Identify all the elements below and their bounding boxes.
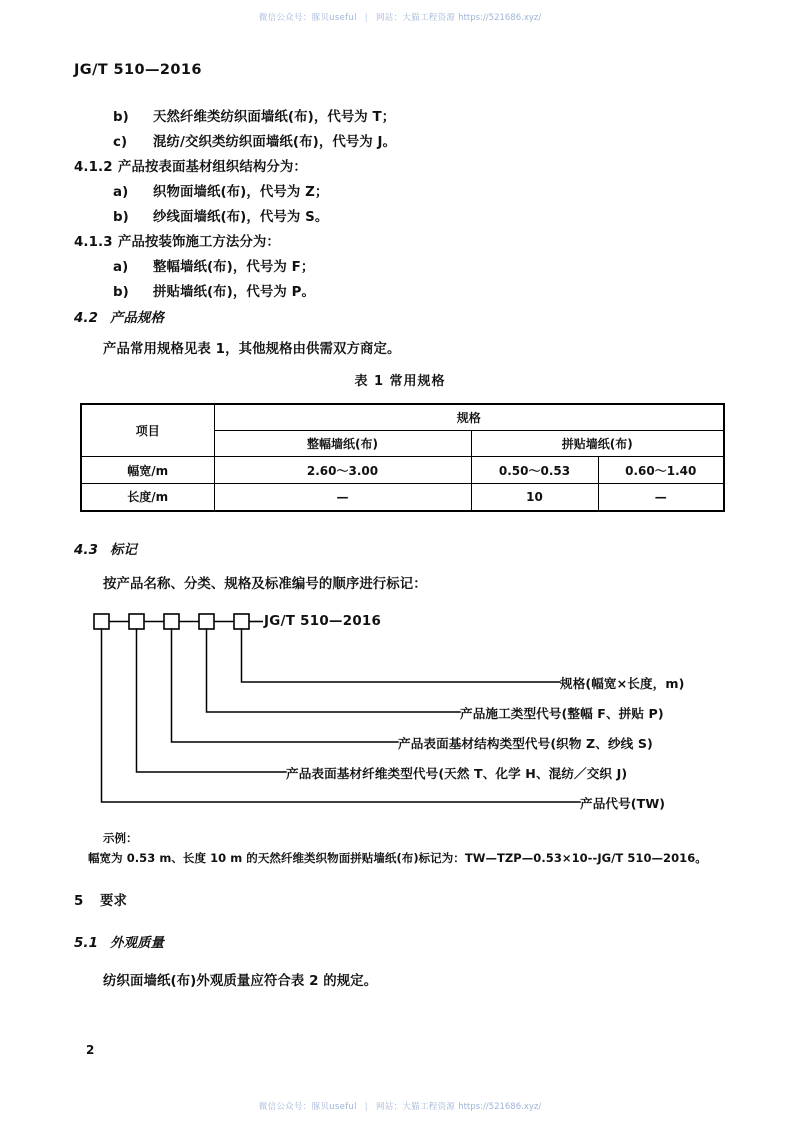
list-item	[113, 256, 314, 275]
example-body: 幅宽为 0.53 m、长度 10 m 的天然纤维类织物面拼贴墙纸(布)标记为：TW—TZP—0.53×10--JG/T 510—2016。	[88, 851, 707, 865]
watermark-top	[0, 11, 800, 23]
table-cell-tile-b: 0.60～1.40	[598, 457, 724, 484]
page-number: 2	[86, 1043, 95, 1057]
marking-label-substrate-fibre-type-code: 产品表面基材纤维类型代号(天然 T、化学 H、混纺／交织 J)	[286, 766, 628, 781]
clause-title: 标记	[110, 543, 137, 558]
clause-4-2-body: 产品常用规格见表 1，其他规格由供需双方商定。	[103, 342, 401, 357]
watermark-site-label: 网站：大猫工程资源	[375, 13, 456, 23]
clause-4-3-body: 按产品名称、分类、规格及标准编号的顺序进行标记：	[103, 577, 427, 592]
table-header-sub-full: 整幅墙纸(布)	[214, 431, 471, 457]
list-text: 纱线面墙纸(布)，代号为 S。	[153, 210, 329, 225]
example-heading: 示例：	[103, 831, 138, 845]
marking-label-specification: 规格(幅宽×长度，m)	[560, 676, 685, 691]
list-text: 织物面墙纸(布)，代号为 Z；	[153, 185, 329, 200]
watermark-bottom	[0, 1100, 800, 1112]
list-text: 混纺/交织类纺织面墙纸(布)，代号为 J。	[153, 135, 397, 150]
watermark-url: https://521686.xyz/	[458, 13, 542, 23]
list-item	[113, 106, 395, 125]
clause-number: 4.1.2	[74, 160, 113, 175]
clause-number: 5	[74, 894, 84, 909]
list-item	[113, 281, 315, 300]
list-marker: b)	[113, 210, 129, 225]
marking-designation-diagram	[0, 600, 800, 825]
clause-title: 产品按装饰施工方法分为：	[118, 235, 280, 250]
table-1-caption: 表 1 常用规格	[354, 374, 446, 389]
table-cell-full: —	[214, 484, 471, 511]
list-text: 拼贴墙纸(布)，代号为 P。	[153, 285, 316, 300]
marking-label-substrate-structure-type-code: 产品表面基材结构类型代号(织物 Z、纱线 S)	[398, 736, 653, 751]
list-marker: b)	[113, 110, 129, 125]
table-row	[81, 457, 724, 484]
table-cell-full: 2.60～3.00	[214, 457, 471, 484]
clause-number: 4.2	[74, 311, 99, 326]
table-cell-tile-a: 10	[471, 484, 598, 511]
marking-diagram-svg	[0, 600, 800, 825]
clause-4-1-2-heading	[74, 156, 307, 175]
table-row	[81, 484, 724, 511]
table-cell-item: 幅宽/m	[81, 457, 214, 484]
table-cell-item: 长度/m	[81, 484, 214, 511]
marking-standard-number: JG/T 510—2016	[264, 614, 382, 629]
list-marker: b)	[113, 285, 129, 300]
clause-4-2-heading	[74, 307, 164, 326]
marking-label-product-code: 产品代号(TW)	[580, 796, 666, 811]
marking-label-construction-type-code: 产品施工类型代号(整幅 F、拼贴 P)	[460, 706, 664, 721]
clause-4-1-3-heading	[74, 231, 280, 250]
clause-number: 4.1.3	[74, 235, 113, 250]
watermark-wechat-label: 微信公众号：豚贝useful	[258, 1102, 357, 1112]
list-marker: a)	[113, 260, 129, 275]
clause-4-3-heading	[74, 539, 137, 558]
clause-title: 外观质量	[110, 936, 164, 951]
list-text: 整幅墙纸(布)，代号为 F；	[153, 260, 315, 275]
clause-title: 产品按表面基材组织结构分为：	[118, 160, 307, 175]
list-marker: a)	[113, 185, 129, 200]
watermark-site-label: 网站：大猫工程资源	[375, 1102, 456, 1112]
clause-number: 5.1	[74, 936, 99, 951]
list-item	[113, 206, 328, 225]
table-cell-tile-a: 0.50～0.53	[471, 457, 598, 484]
clause-title: 产品规格	[110, 311, 164, 326]
watermark-separator: |	[364, 1102, 368, 1112]
clause-title: 要求	[100, 894, 127, 909]
clause-5-1-body: 纺织面墙纸(布)外观质量应符合表 2 的规定。	[103, 974, 378, 989]
table-header-row-group	[81, 404, 724, 431]
running-head-standard-number: JG/T 510—2016	[74, 62, 202, 78]
table-header-sub-tile: 拼贴墙纸(布)	[471, 431, 724, 457]
table-1-common-specifications	[80, 403, 725, 512]
clause-number: 4.3	[74, 543, 99, 558]
clause-5-1-heading	[74, 932, 164, 951]
list-item	[113, 131, 396, 150]
table-header-spec-group: 规格	[214, 404, 724, 431]
watermark-wechat-label: 微信公众号：豚贝useful	[258, 13, 357, 23]
list-text: 天然纤维类纺织面墙纸(布)，代号为 T；	[153, 110, 396, 125]
table-header-item: 项目	[81, 404, 214, 457]
list-item	[113, 181, 328, 200]
clause-5-heading	[74, 890, 127, 909]
table-cell-tile-b: —	[598, 484, 724, 511]
watermark-url: https://521686.xyz/	[458, 1102, 542, 1112]
watermark-separator: |	[364, 13, 368, 23]
list-marker: c)	[113, 135, 128, 150]
